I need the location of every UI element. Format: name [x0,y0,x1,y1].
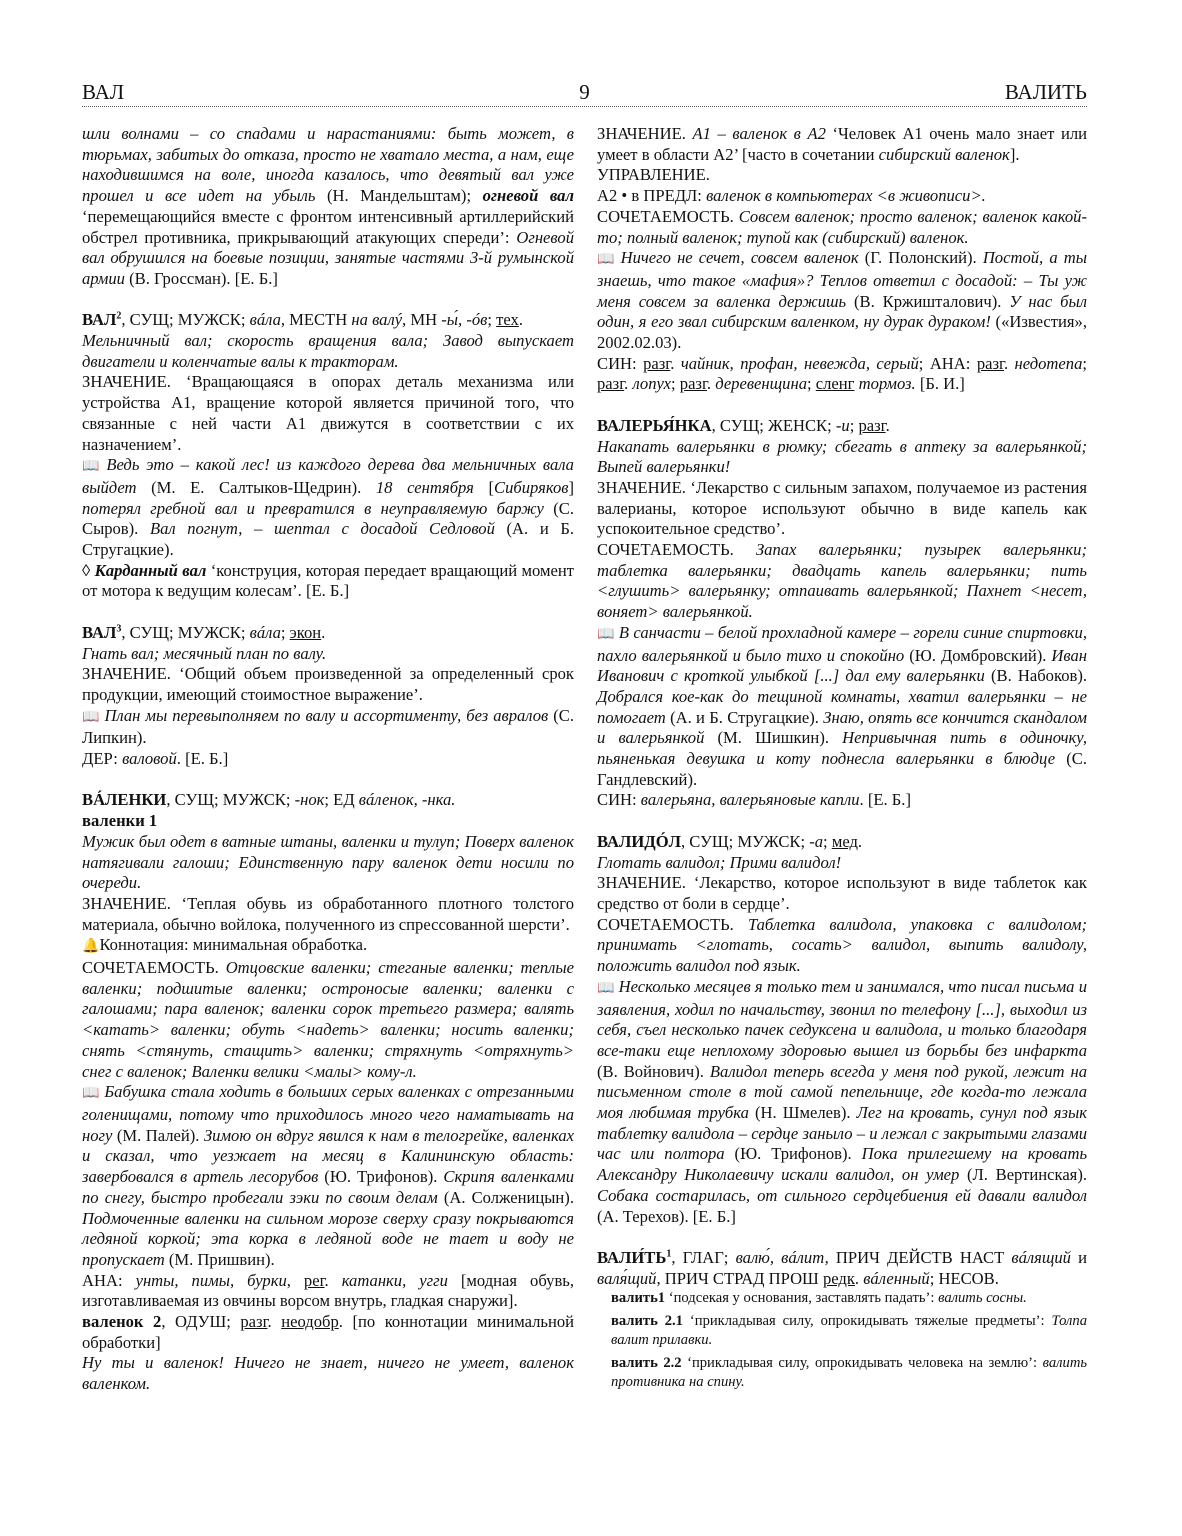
meaning: ЗНАЧЕНИЕ. ‘Лекарство с сильным запахом, получаемое из растения валерианы, которое используют обычно в виде капель как успокоительное средство’. [597,477,1087,539]
meaning: ЗНАЧЕНИЕ. ‘Лекарство, которое используют в виде таблеток как средство от боли в сердце’. [597,873,1087,913]
examples: Мужик был одет в ватные штаны, валенки и тулуп; Поверх валенок натягивали галоши; Единственную пару валенок дети носили по очереди. [82,831,574,893]
examples: Мельничный вал; скорость вращения вала; Завод выпускает двигатели и коленчатые валы к тракторам. [82,331,574,371]
government: А2 • в ПРЕДЛ: валенок в компьютерах <в живописи>. [597,186,986,206]
examples: Ну ты и валенок! Ничего не знает, ничего не умеет, валенок валенком. [82,1353,574,1394]
examples: Гнать вал; месячный план по валу. [82,643,327,663]
meaning: ЗНАЧЕНИЕ. А1 – валенок в А2 ‘Человек А1 очень мало знает или умеет в области А2’ [часто в сочетании сибирский валенок]. [597,124,1087,164]
header-left-word: ВАЛ [82,80,125,104]
entry-header-valit: $ВАЛИ́ТЬ^1$, ГЛАГ; валю́, вáлит, ПРИЧ ДЕЙСТВ НАСТ вáлящий и валя́щий, ПРИЧ СТРАД ПРОШ редк. вáленный; НЕСОВ. [597,1247,1087,1288]
derivatives: ДЕР: валовой. [Е. Б.] [82,749,229,769]
subsense-1: валить1 ‘подсекая у основания, заставлять падать’: валить сосны. [611,1290,1027,1307]
book-icon: 📖 [82,459,100,475]
page-number: 9 [579,80,590,104]
bell-icon: 🔔 [82,939,100,955]
quotations: 📖 Ничего не сечет, совсем валенок (Г. Полонский). Постой, а ты знаешь, что такое «мафия»? Теплов ответил с досадой: – Ты уж меня совсем за валенка держишь (В. Кржишталович). У нас был один, я его звал сибирским валенком, ну дурак дураком! («Известия», 2002.02.03). [597,248,1087,353]
collocations: СОЧЕТАЕМОСТЬ. Запах валерьянки; пузырек валерьянки; таблетка валерьянки; двадцать капель валерьянки; пить <глушить> валерьянку; отпаивать валерьянкой; Пахнет <несет, воняет> валерьянкой. [597,540,1087,622]
meaning: ЗНАЧЕНИЕ. ‘Теплая обувь из обработанного плотного толстого материала, обычно войлока, полученного из спрессованной шерсти’. [82,893,574,934]
sense-heading: валенки 1 [82,811,158,831]
book-icon: 📖 [597,980,615,996]
book-icon: 📖 [597,252,615,268]
book-icon: 📖 [597,626,615,642]
sense-heading-2: валенок 2, ОДУШ; разг. неодобр. [по коннотации минимальной обработки] [82,1312,575,1352]
entry-continuation: шли волнами – со спадами и нарастаниями: быть может, в тюрьмах, забитых до отказа, просто не хватало места, а нам, еще находившимся на воле, иногда казалось, что девятый вал уже прошел и все идет на убыль (Н. Мандельштам); огневой вал ‘перемещающийся вместе с фронтом интенсивный артиллерийский обстрел противника, прикрывающий атакующих спереди’: Огневой вал обрушился на боевые позиции, занятые частями 3-й румынской армии (В. Гроссман). [Е. Б.] [82,124,574,288]
meaning: ЗНАЧЕНИЕ. ‘Вращающаяся в опорах деталь механизма или устройства А1, вращение которой является причиной того, что связанные с ней части А1 движутся в соответствии с их назначением’. [82,372,574,454]
entry-header-val2: ВАЛ$^2$, СУЩ; МУЖСК; вáла, МЕСТН на валý, МН -ы́, -óв; тех. [82,310,523,330]
subsense-2-2: валить 2.2 ‘прикладывая силу, опрокидывать человека на землю’: валить противника на спину. [611,1355,1087,1391]
examples: Глотать валидол; Прими валидол! [597,852,842,872]
book-icon: 📖 [82,1086,100,1102]
entry-header-valenki: ВÁЛЕНКИ, СУЩ; МУЖСК; -нок; ЕД вáленок, -нка. [82,790,456,810]
right-column [597,124,1087,1396]
analogues: АНА: унты, пимы, бурки, рег. катанки, угги [модная обувь, изготавливаемая из овчины ворсом внутрь, гладкая снаружи]. [82,1270,575,1311]
collocations: СОЧЕТАЕМОСТЬ. Таблетка валидола, упаковка с валидолом; принимать <глотать, сосать> валидол, выпить валидолу, положить валидол под язык. [597,914,1087,976]
book-icon: 📖 [82,709,100,725]
examples: Накапать валерьянки в рюмку; сбегать в аптеку за валерьянкой; Выпей валерьянки! [597,436,1087,477]
synonyms: СИН: разг. чайник, профан, невежда, серый; АНА: разг. недотепа; разг. лопух; разг. деревенщина; сленг тормоз. [Б. И.] [597,353,1087,394]
government-label: УПРАВЛЕНИЕ. [597,165,710,185]
quotations: 📖 Бабушка стала ходить в больших серых валенках с отрезанными голенищами, потому что приходилось много чего наматывать на ногу (М. Палей). Зимою он вдруг явился к нам в телогрейке, валенках и сказал, что уезжает на месяц в Калининскую область: завербовался в артель лесорубов (Ю. Трифонов). Скрипя валенками по снегу, быстро пробегали зэки по своим делам (А. Солженицын). Подмоченные валенки на сильном морозе сверху сразу покрываются ледяной коркой; эта корка в ледяной воде не тает и воду не пропускает (М. Пришвин). [82,1082,575,1269]
synonyms: СИН: валерьяна, валерьяновые капли. [Е. Б.] [597,790,911,810]
quotations: 📖 В санчасти – белой прохладной камере – горели синие спиртовки, пахло валерьянкой и было тихо и спокойно (Ю. Домбровский). Иван Иванович с кроткой улыбкой [...] дал ему валерьянки (В. Набоков). Добрался кое-как до тещиной комнаты, хватил валерьянки – не помогает (А. и Б. Стругацкие). Знаю, опять все кончится скандалом и валерьянкой (М. Шишкин). Непривычная пить в одиночку, пьяненькая девушка и коту поднесла валерьянки в блюдце (С. Гандлевский). [597,622,1087,789]
entry-header-validol: ВАЛИДÓЛ, СУЩ; МУЖСК; -а; мед. [597,831,863,851]
subsense-2-1: валить 2.1 ‘прикладывая силу, опрокидывать тяжелые предметы’: Толпа валит прилавки. [611,1313,1087,1349]
page-header [82,76,1087,107]
connotation: 🔔Коннотация: минимальная обработка. [82,935,574,958]
quotations: 📖 План мы перевыполняем по валу и ассортименту, без авралов (С. Липкин). [82,705,574,748]
collocations: СОЧЕТАЕМОСТЬ. Совсем валенок; просто валенок; валенок какой-то; полный валенок; тупой как (сибирский) валенок. [597,206,1087,247]
meaning: ЗНАЧЕНИЕ. ‘Общий объем произведенной за определенный срок продукции, имеющий стоимостное выражение’. [82,664,574,704]
left-column [82,124,574,1395]
quotations: 📖 Несколько месяцев я только тем и занимался, что писал письма и заявления, ходил по начальству, звонил по телефону [...], выходил из себя, съел несколько пачек седуксена и валидола, и только благодаря все-таки еще неплохому здоровью вышел из борьбы без инфаркта (В. Войнович). Валидол теперь всегда у меня под рукой, лежит на письменном столе в той самой пепельнице, где когда-то лежала моя любимая трубка (Н. Шмелев). Лег на кровать, сунул под язык таблетку валидола – сердце заныло – и лежал с закрытыми глазами час или полтора (Ю. Трифонов). Пока прилегшему на кровать Александру Николаевичу искали валидол, он умер (Л. Вертинская). Собака состарилась, от сильного сердцебиения ей давали валидол (А. Терехов). [Е. Б.] [597,976,1088,1226]
collocations: СОЧЕТАЕМОСТЬ. Отцовские валенки; стеганые валенки; теплые валенки; подшитые валенки; остроносые валенки; валенки с галошами; пара валенок; валенки сорок третьего размера; валять <катать> валенки; обуть <надеть> валенки; носить валенки; снять <стянуть, стащить> валенки; стряхнуть <отряхнуть> снег с валенок; Валенки велики <малы> кому-л. [82,958,574,1081]
quotations: 📖 Ведь это – какой лес! из каждого дерева два мельничных вала выйдет (М. Е. Салтыков-Щедрин). 18 сентября [Сибиряков] потерял гребной вал и превратился в неуправляемую баржу (С. Сыров). Вал погнут, – шептал с досадой Седловой (А. и Б. Стругацкие). [82,455,575,560]
header-right-word: ВАЛИТЬ [1004,80,1087,104]
idiom: ◊ Карданный вал ‘конструция, которая передает вращающий момент от мотора к ведущим колесам’. [Е. Б.] [82,560,574,601]
entry-header-val3: ВАЛ$^3$, СУЩ; МУЖСК; вáла; экон. [82,622,326,642]
diamond-icon: ◊ [82,560,91,580]
entry-header-valeryanka: ВАЛЕРЬЯ́НКА, СУЩ; ЖЕНСК; -и; разг. [597,415,890,435]
